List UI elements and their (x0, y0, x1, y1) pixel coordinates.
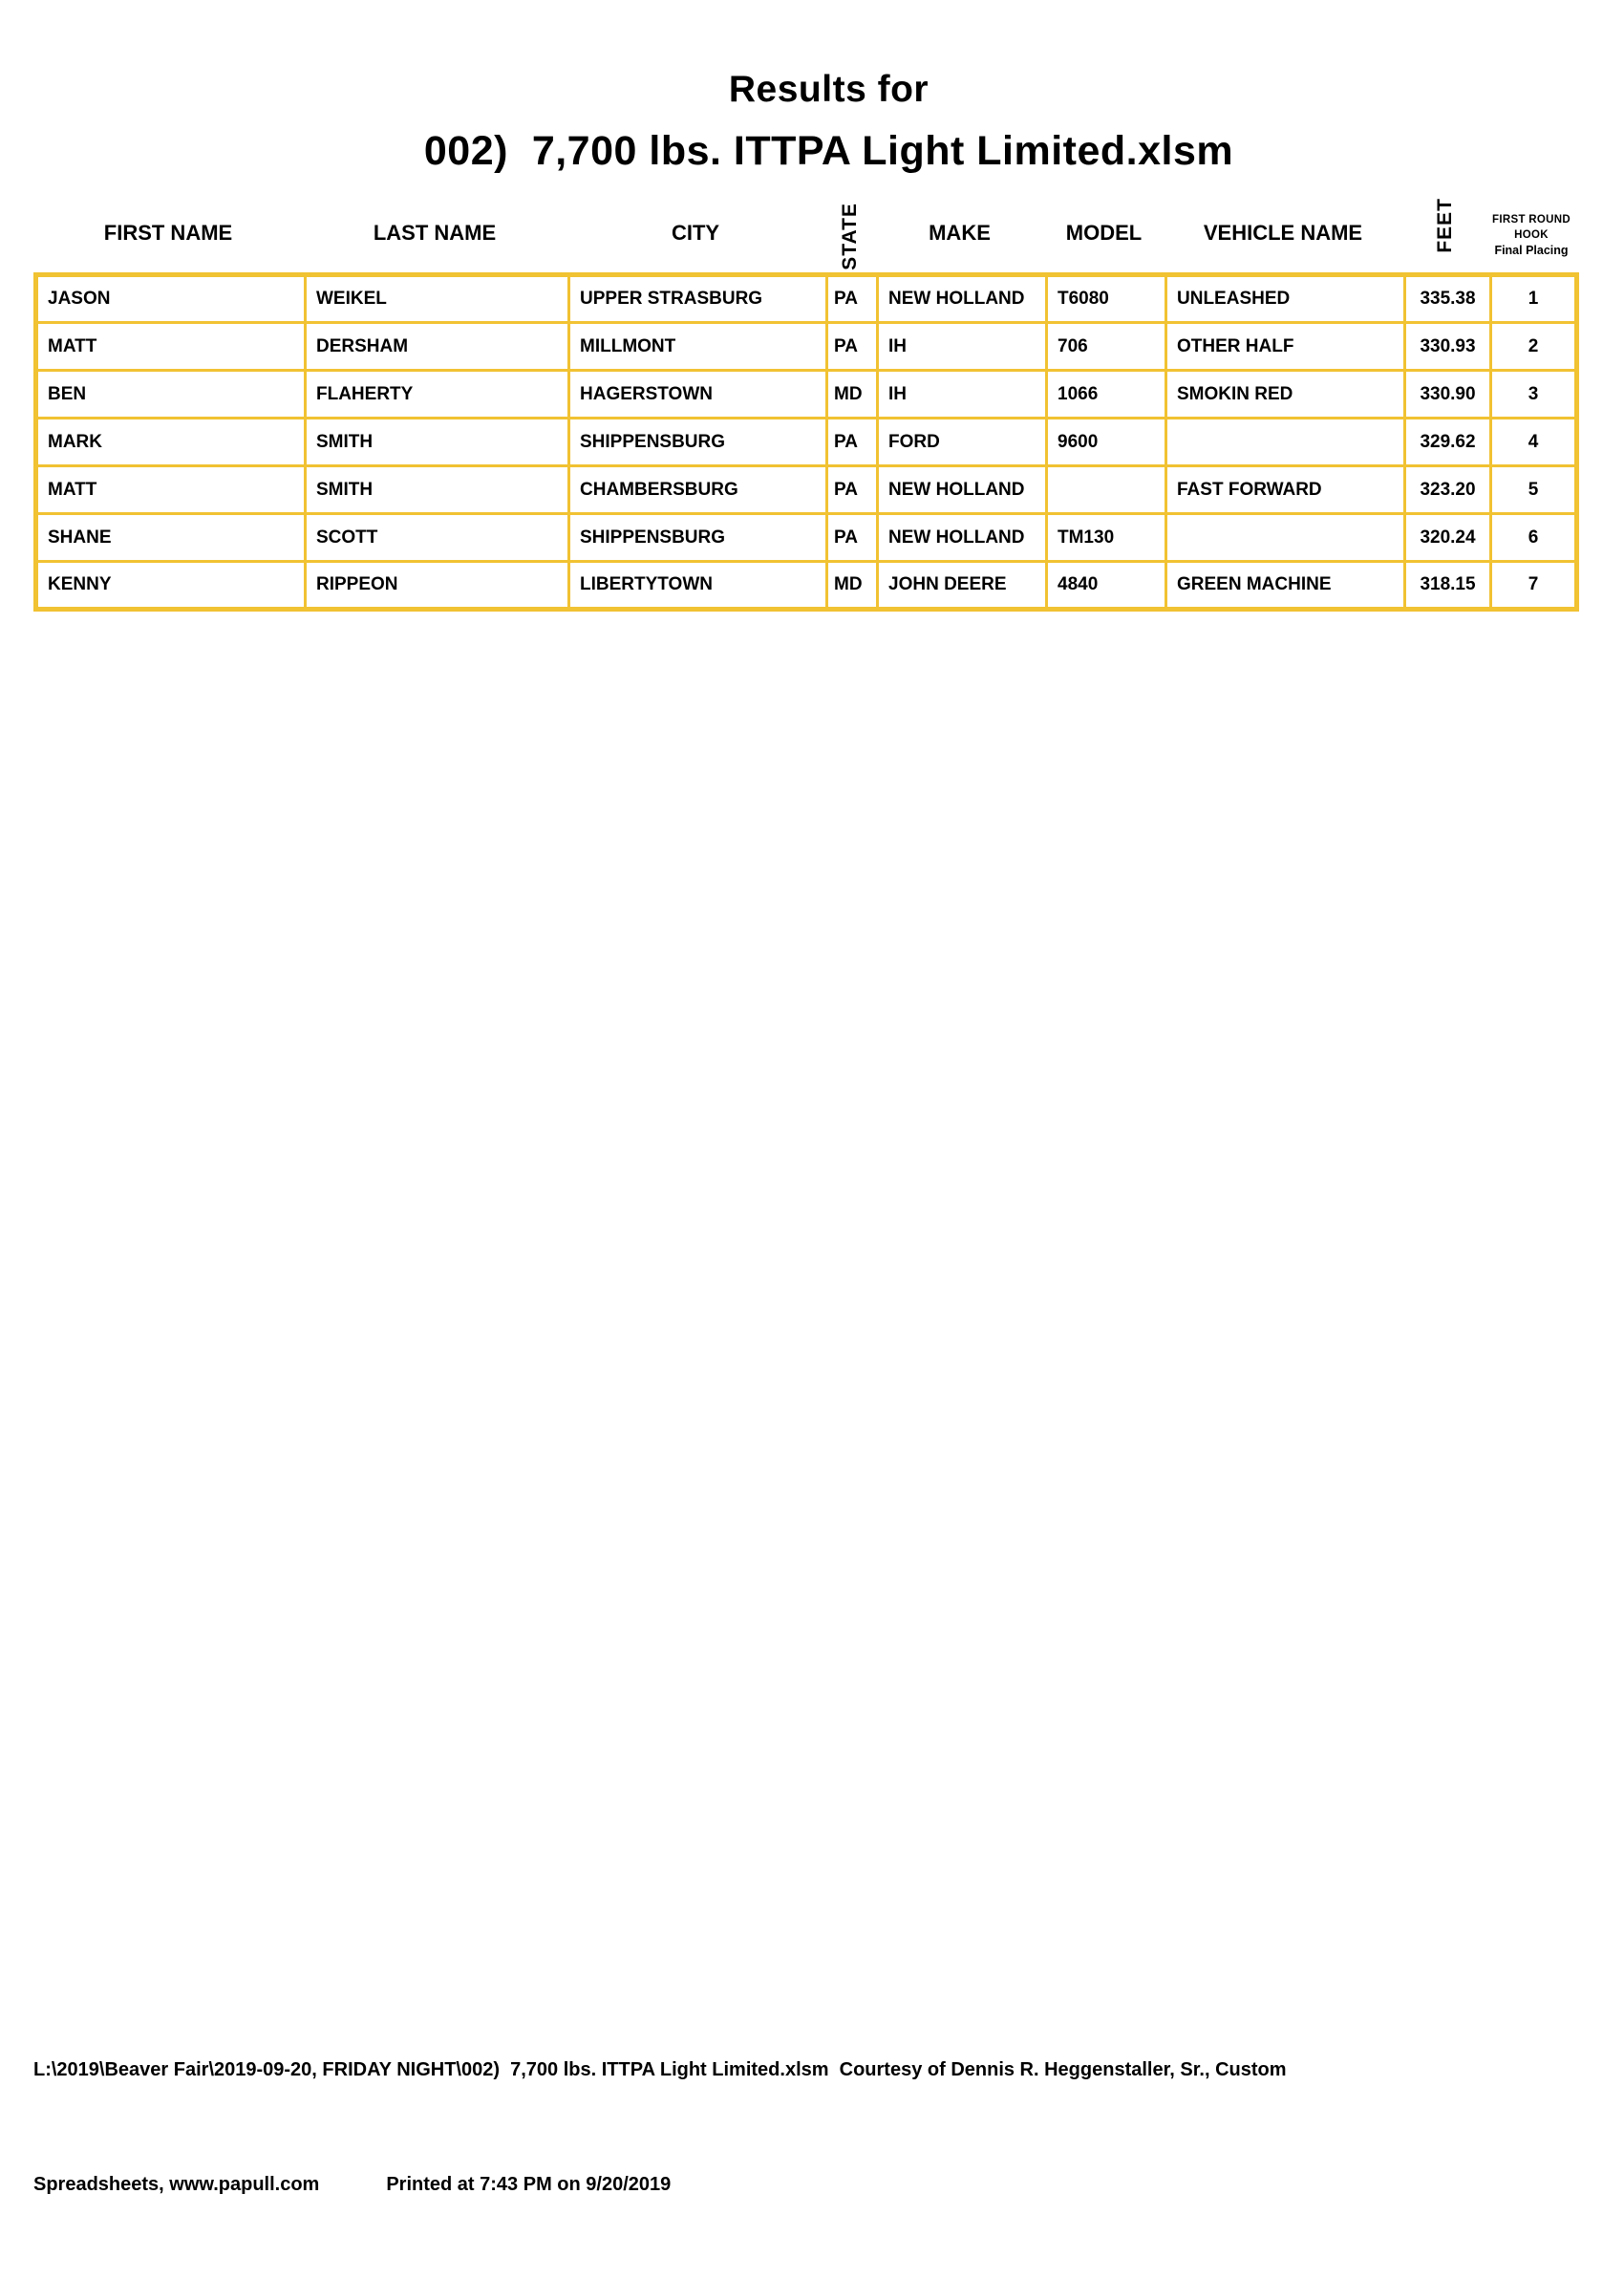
cell-city: SHIPPENSBURG (569, 419, 827, 466)
footer-website: Spreadsheets, www.papull.com (33, 2174, 320, 2195)
cell-first-name: MARK (36, 419, 306, 466)
cell-state: PA (827, 419, 878, 466)
table-row (36, 371, 1577, 419)
column-header-vehicle-name: VEHICLE NAME (1203, 221, 1363, 245)
cell-placing: 6 (1491, 514, 1577, 562)
cell-city: CHAMBERSBURG (569, 466, 827, 514)
cell-state: PA (827, 514, 878, 562)
column-header-hook: HOOK (1514, 229, 1549, 241)
cell-model: TM130 (1047, 514, 1166, 562)
column-header-city: CITY (671, 221, 720, 245)
cell-placing: 7 (1491, 562, 1577, 610)
cell-state: MD (827, 562, 878, 610)
cell-last-name: RIPPEON (306, 562, 569, 610)
cell-make: IH (878, 371, 1047, 419)
results-table (33, 272, 1579, 612)
cell-placing: 1 (1491, 275, 1577, 323)
column-header-first-round: FIRST ROUND (1492, 214, 1571, 226)
cell-placing: 4 (1491, 419, 1577, 466)
cell-first-name: SHANE (36, 514, 306, 562)
cell-make: FORD (878, 419, 1047, 466)
footer-printed-timestamp: Printed at 7:43 PM on 9/20/2019 (386, 2174, 672, 2195)
column-header-model: MODEL (1065, 221, 1143, 245)
cell-city: UPPER STRASBURG (569, 275, 827, 323)
cell-vehicle-name: FAST FORWARD (1166, 466, 1405, 514)
table-row (36, 514, 1577, 562)
table-row (36, 466, 1577, 514)
cell-make: NEW HOLLAND (878, 466, 1047, 514)
cell-make: NEW HOLLAND (878, 514, 1047, 562)
cell-placing: 2 (1491, 323, 1577, 371)
cell-state: PA (827, 323, 878, 371)
cell-last-name: DERSHAM (306, 323, 569, 371)
cell-model: T6080 (1047, 275, 1166, 323)
cell-feet: 335.38 (1405, 275, 1491, 323)
cell-model: 706 (1047, 323, 1166, 371)
cell-first-name: KENNY (36, 562, 306, 610)
column-header-state: STATE (838, 203, 861, 270)
cell-state: PA (827, 466, 878, 514)
cell-first-name: MATT (36, 466, 306, 514)
cell-vehicle-name: UNLEASHED (1166, 275, 1405, 323)
column-header-first-name: FIRST NAME (103, 221, 233, 245)
cell-city: MILLMONT (569, 323, 827, 371)
cell-vehicle-name: OTHER HALF (1166, 323, 1405, 371)
column-header-feet: FEET (1434, 198, 1456, 253)
table-row (36, 275, 1577, 323)
page-title: Results for (728, 69, 930, 110)
table-row (36, 419, 1577, 466)
cell-city: HAGERSTOWN (569, 371, 827, 419)
cell-last-name: WEIKEL (306, 275, 569, 323)
cell-make: NEW HOLLAND (878, 275, 1047, 323)
cell-placing: 5 (1491, 466, 1577, 514)
cell-vehicle-name: GREEN MACHINE (1166, 562, 1405, 610)
cell-feet: 330.93 (1405, 323, 1491, 371)
footer-line2 (33, 2165, 1287, 2204)
cell-last-name: FLAHERTY (306, 371, 569, 419)
page-subtitle: 002) 7,700 lbs. ITTPA Light Limited.xlsm (423, 128, 1234, 174)
cell-placing: 3 (1491, 371, 1577, 419)
column-header-final-placing: Final Placing (1494, 244, 1569, 257)
cell-model: 1066 (1047, 371, 1166, 419)
cell-state: MD (827, 371, 878, 419)
cell-feet: 329.62 (1405, 419, 1491, 466)
cell-vehicle-name (1166, 514, 1405, 562)
cell-city: LIBERTYTOWN (569, 562, 827, 610)
table-row (36, 323, 1577, 371)
cell-make: IH (878, 323, 1047, 371)
cell-feet: 318.15 (1405, 562, 1491, 610)
cell-vehicle-name: SMOKIN RED (1166, 371, 1405, 419)
report-footer (33, 1974, 1287, 2280)
cell-city: SHIPPENSBURG (569, 514, 827, 562)
cell-feet: 323.20 (1405, 466, 1491, 514)
cell-first-name: BEN (36, 371, 306, 419)
cell-model: 4840 (1047, 562, 1166, 610)
table-row (36, 562, 1577, 610)
cell-state: PA (827, 275, 878, 323)
cell-last-name: SMITH (306, 466, 569, 514)
results-table-body (36, 275, 1577, 610)
cell-last-name: SMITH (306, 419, 569, 466)
column-header-state-wrap (824, 182, 875, 272)
cell-vehicle-name (1166, 419, 1405, 466)
column-header-first-round-hook (1488, 212, 1574, 272)
column-header-feet-wrap (1402, 182, 1488, 272)
column-header-last-name: LAST NAME (373, 221, 497, 245)
cell-make: JOHN DEERE (878, 562, 1047, 610)
cell-model (1047, 466, 1166, 514)
cell-feet: 320.24 (1405, 514, 1491, 562)
footer-file-path: L:\2019\Beaver Fair\2019-09-20, FRIDAY NIGHT\002) 7,700 lbs. ITTPA Light Limited.xlsm Courtesy of Dennis R. Heggenstaller, Sr., Custom (33, 2059, 1287, 2080)
column-header-make: MAKE (929, 221, 991, 245)
cell-first-name: JASON (36, 275, 306, 323)
cell-last-name: SCOTT (306, 514, 569, 562)
table-column-headers (33, 182, 1574, 272)
cell-model: 9600 (1047, 419, 1166, 466)
cell-feet: 330.90 (1405, 371, 1491, 419)
cell-first-name: MATT (36, 323, 306, 371)
